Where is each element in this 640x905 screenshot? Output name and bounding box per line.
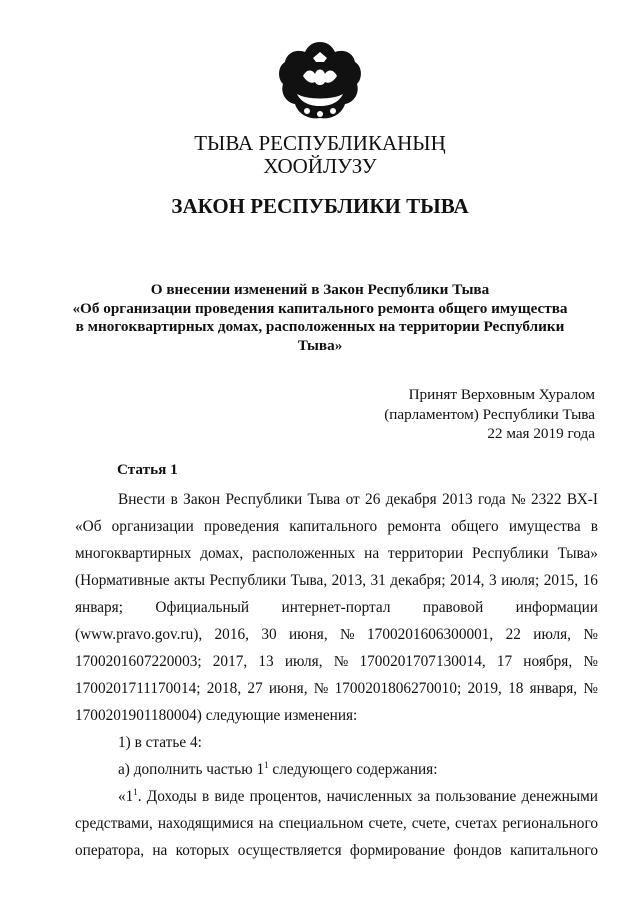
word: 31 <box>370 572 386 589</box>
word: января, <box>529 680 578 697</box>
word: № <box>583 680 598 697</box>
adoption-note <box>384 385 595 444</box>
article-body <box>75 486 598 864</box>
word: ремонта <box>387 518 441 535</box>
word: домах, <box>200 545 244 562</box>
adoption-line3: 22 мая 2019 года <box>487 425 595 442</box>
word: организации <box>111 518 194 535</box>
word: № <box>333 653 349 670</box>
word: 1700201806270010; <box>334 680 462 697</box>
word: в <box>170 491 178 508</box>
word: формирование <box>349 842 446 859</box>
word: июня, <box>289 626 328 643</box>
item-a-rest: следующего содержания: <box>268 761 438 778</box>
subject-line4: Тыва» <box>297 336 343 354</box>
word: 2018, <box>206 680 242 697</box>
word: от <box>345 491 360 508</box>
word: начисленных <box>326 788 413 805</box>
word: 2013, <box>331 572 367 589</box>
body-line <box>75 837 598 864</box>
word: в <box>202 788 210 805</box>
item-a-text: а) дополнить частью 1 <box>118 761 265 778</box>
word: денежными <box>521 788 598 805</box>
body-line-last: 1700201901180004) следующие изменения: <box>75 707 358 724</box>
word: в <box>590 518 598 535</box>
word: 27 <box>247 680 263 697</box>
word: ноября, <box>523 653 573 670</box>
word: 2014, <box>450 572 485 589</box>
body-line <box>75 621 598 648</box>
word: Официальный <box>155 599 250 616</box>
word: ВХ-I <box>566 491 598 508</box>
word: 1700201607220003; <box>75 653 202 670</box>
word: оператора, <box>75 842 145 859</box>
body-line <box>75 648 598 675</box>
word: регионального <box>502 815 598 832</box>
word: июля, <box>533 626 572 643</box>
word: осуществляется <box>237 842 342 859</box>
word: № <box>313 680 329 697</box>
word: счете, <box>368 815 407 832</box>
word: 2017, <box>212 653 248 670</box>
word: Закон <box>183 491 221 508</box>
word: № <box>511 491 526 508</box>
quote-number: «$1^1$. <box>118 787 142 805</box>
word: на <box>258 815 274 832</box>
word: 2015, <box>543 572 579 589</box>
word: 2322 <box>530 491 562 508</box>
word: на <box>152 842 168 859</box>
word: 1700201707130014, <box>359 653 486 670</box>
word: расположенных <box>252 545 356 562</box>
word: Республики <box>209 572 287 589</box>
body-line <box>75 810 598 837</box>
word: 26 <box>365 491 381 508</box>
item-a <box>75 756 598 783</box>
word: многоквартирных <box>75 545 192 562</box>
law-title: ЗАКОН РЕСПУБЛИКИ ТЫВА <box>171 194 469 218</box>
word: Тыва, <box>290 572 328 589</box>
word: июня, <box>268 680 308 697</box>
word: капитального <box>289 518 378 535</box>
body-line <box>75 486 598 513</box>
word: средствами, <box>75 815 153 832</box>
word: Тыва» <box>557 545 598 562</box>
word: капитального <box>510 842 598 859</box>
word: декабря <box>385 491 437 508</box>
word: № <box>583 653 598 670</box>
word: 17 <box>496 653 513 670</box>
word: января; <box>75 599 123 616</box>
article-heading: Статья 1 <box>117 461 178 478</box>
body-line <box>75 540 598 567</box>
word: фондов <box>453 842 502 859</box>
word: Доходы <box>146 788 197 805</box>
word: имущества <box>508 518 581 535</box>
tuva-coat-of-arms-icon <box>277 40 363 122</box>
item-a-sup: 1 <box>264 760 269 770</box>
word: 3 <box>488 572 497 589</box>
word: проведения <box>203 518 280 535</box>
word: 2016, <box>214 626 249 643</box>
word: № <box>583 626 598 643</box>
word: декабря; <box>390 572 446 589</box>
word: 13 <box>258 653 274 670</box>
law-subject <box>0 281 640 355</box>
tuvan-title-line2: ХООЙЛУЗУ <box>263 154 377 178</box>
word: июля; <box>501 572 540 589</box>
word: 30 <box>261 626 277 643</box>
word: года <box>478 491 506 508</box>
word: 16 <box>582 572 598 589</box>
word: счетах <box>455 815 498 832</box>
subject-line2: «Об организации проведения капитального ремонта общего имущества <box>72 299 568 317</box>
body-line <box>75 513 598 540</box>
word: 18 <box>508 680 524 697</box>
word: (www.pravo.gov.ru), <box>75 626 203 643</box>
word: 2019, <box>467 680 502 697</box>
word: виде <box>214 788 245 805</box>
word: пользование <box>435 788 517 805</box>
word: Тыва <box>307 491 341 508</box>
word: счете, <box>411 815 451 832</box>
word: Республики <box>225 491 303 508</box>
word: на <box>364 545 380 562</box>
word: Республики <box>472 545 549 562</box>
word: которых <box>175 842 230 859</box>
word: 2013 <box>442 491 473 508</box>
word: (Нормативные <box>75 572 170 589</box>
word: процентов, <box>249 788 322 805</box>
word: общего <box>451 518 499 535</box>
word: № <box>340 626 355 643</box>
word: 22 <box>505 626 521 643</box>
quote-line <box>75 783 598 810</box>
word: Внести <box>118 491 166 508</box>
word: территории <box>388 545 464 562</box>
adoption-line1: Принят Верховным Хуралом <box>408 386 595 403</box>
adoption-line2: (парламентом) Республики Тыва <box>384 405 595 423</box>
word: за <box>417 788 431 805</box>
word: специальном <box>278 815 364 832</box>
word: информации <box>515 599 598 616</box>
body-line <box>75 594 598 621</box>
word: интернет-портал <box>281 599 391 616</box>
tuvan-law-title <box>0 132 640 178</box>
body-line <box>75 675 598 702</box>
subject-line1: О внесении изменений в Закон Республики Тыва <box>150 281 490 298</box>
word: 1700201711170014; <box>75 680 201 697</box>
body-line <box>75 567 598 594</box>
word: находящимися <box>157 815 254 832</box>
word: 1700201606300001, <box>367 626 494 643</box>
subject-line3: в многоквартирных домах, расположенных на территории Республики <box>75 318 565 335</box>
word: «Об <box>75 518 102 535</box>
word: июля, <box>284 653 323 670</box>
tuvan-title-line1: ТЫВА РЕСПУБЛИКАНЫҢ <box>194 131 446 155</box>
item-1: 1) в статье 4: <box>118 734 202 751</box>
word: акты <box>174 572 205 589</box>
word: правовой <box>422 599 484 616</box>
